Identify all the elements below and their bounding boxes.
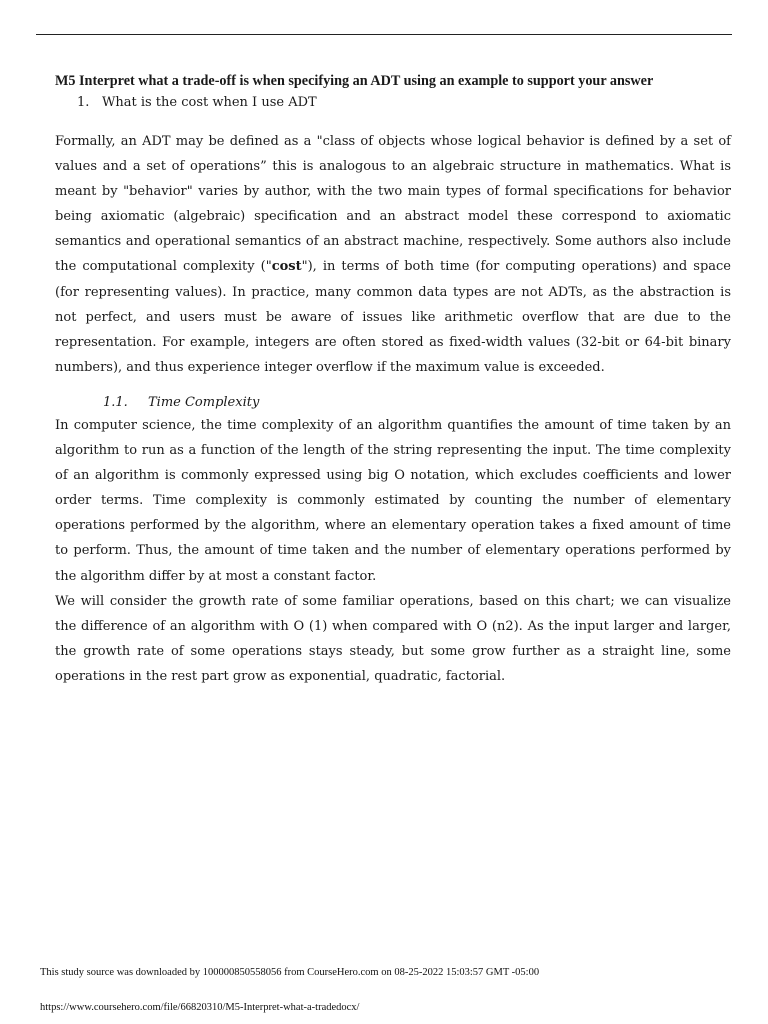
list-item [55, 92, 731, 114]
source-url: https://www.coursehero.com/file/66820310/M5-Interpret-what-a-tradedocx/ [40, 1002, 360, 1013]
download-notice: This study source was downloaded by 100000850558056 from CourseHero.com on 08-25-2022 15:03:57 GMT -05:00 [40, 967, 540, 978]
document-body [55, 70, 731, 689]
subsection-title: Time Complexity [148, 394, 260, 410]
subsection-number: 1.1. [103, 394, 128, 410]
top-rule [36, 34, 732, 35]
paragraph-adt-definition [55, 129, 731, 380]
paragraph-time-complexity: In computer science, the time complexity of an algorithm quantifies the amount of time taken by an algorithm to run as a function of the length of the string representing the input. The time complexity of an algorithm is commonly expressed using big O notation, which excludes coefficients and lower order terms. Time complexity is commonly estimated by counting the number of elementary operations performed by the algorithm, where an elementary operation takes a fixed amount of time to perform. Thus, the amount of time taken and the number of elementary operations performed by the algorithm differ by at most a constant factor. [55, 417, 731, 584]
cost-term: cost [271, 259, 302, 275]
section-heading: M5 Interpret what a trade-off is when specifying an ADT using an example to support your answer [55, 73, 654, 89]
subsection-heading [55, 393, 731, 413]
list-item-number: 1. [77, 95, 90, 110]
para1-text-a: Formally, an ADT may be defined as a "class of objects whose logical behavior is defined by a set of values and a set of operations” this is analogous to an algebraic structure in mathematics. What is meant by "behavior" varies by author, with the two main types of formal specifications for behavior being axiomatic (algebraic) specification and an abstract model these correspond to axiomatic semantics and operational semantics of an abstract machine, respectively. Some authors also include the computational complexity (" [55, 134, 731, 275]
paragraph-growth-rate: We will consider the growth rate of some familiar operations, based on this chart; we can visualize the difference of an algorithm with O (1) when compared with O (n2). As the input larger and larger, the growth rate of some operations stays steady, but some grow further as a straight line, some operations in the rest part grow as exponential, quadratic, factorial. [55, 593, 731, 684]
para1-text-b: "), in terms of both time (for computing operations) and space (for representing values). In practice, many common data types are not ADTs, as the abstraction is not perfect, and users must be aware of issues like arithmetic overflow that are due to the representation. For example, integers are often stored as fixed-width values (32-bit or 64-bit binary numbers), and thus experience integer overflow if the maximum value is exceeded. [55, 259, 731, 375]
list-item-text: What is the cost when I use ADT [102, 95, 317, 110]
